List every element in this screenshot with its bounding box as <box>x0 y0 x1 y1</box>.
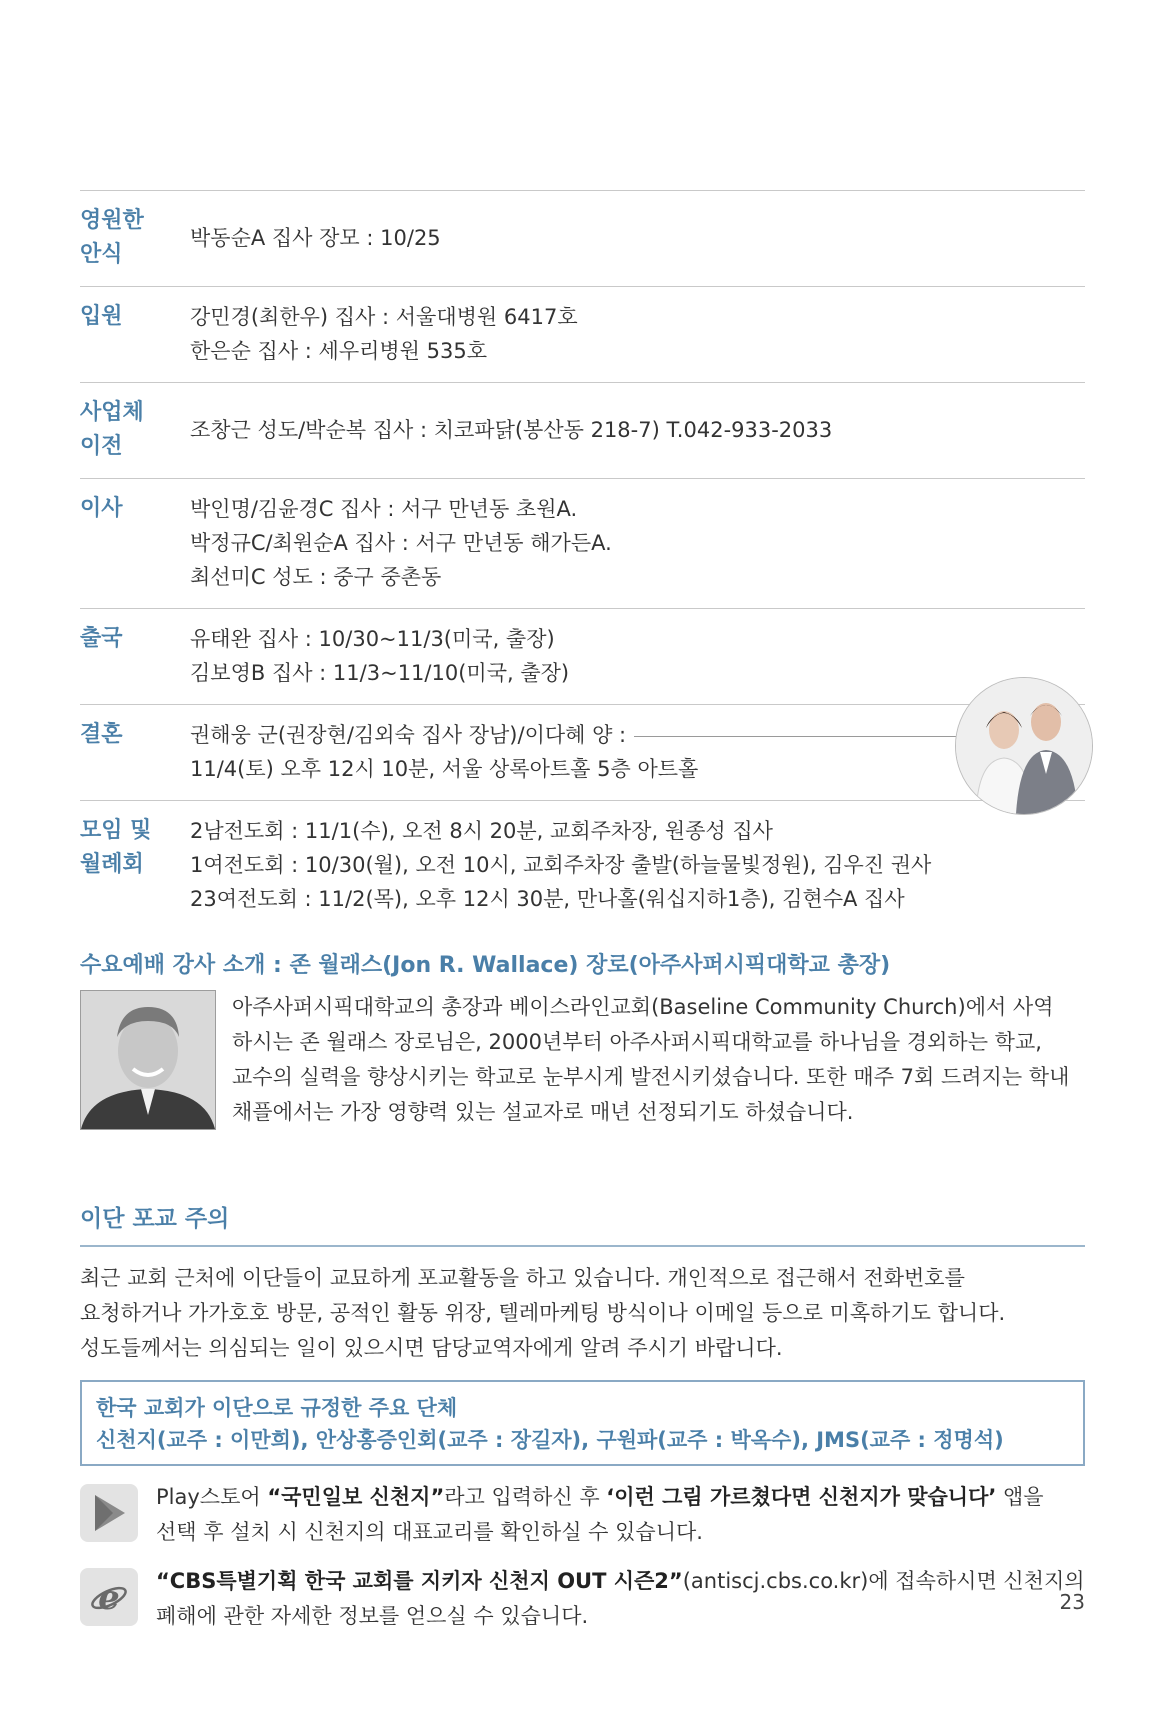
notice-row-wedding <box>80 705 1085 801</box>
notice-body <box>190 300 1085 368</box>
caution-line: 성도들께서는 의심되는 일이 있으시면 담당교역자에게 알려 주시기 바랍니다. <box>80 1336 783 1360</box>
speaker-line: 하시는 존 월래스 장로님은, 2000년부터 아주사퍼시픽대학교를 하나님을 경외하는 학교, <box>232 1030 1042 1054</box>
caution-line: 요청하거나 가가호호 방문, 공적인 활동 위장, 텔레마케팅 방식이나 이메일 등으로 미혹하기도 합니다. <box>80 1301 1006 1325</box>
notice-label-line: 영원한 <box>80 208 144 233</box>
play-store-icon[interactable] <box>80 1484 138 1542</box>
notice-body <box>190 718 1085 786</box>
notice-label-line: 월례회 <box>80 852 144 877</box>
notice-line: 23여전도회 : 11/2(목), 오후 12시 30분, 만나홀(워십지하1층), 김현수A 집사 <box>190 887 905 911</box>
wedding-rule <box>634 736 964 737</box>
speaker-section-title: 수요예배 강사 소개 : 존 월래스(Jon R. Wallace) 장로(아주사퍼시픽대학교 총장) <box>80 953 891 978</box>
info-play-store <box>80 1480 1085 1550</box>
notice-body <box>190 814 1085 916</box>
notice-label-line: 입원 <box>80 304 123 329</box>
info-text <box>156 1480 1085 1550</box>
info-line <box>156 1564 1085 1599</box>
notice-line: 김보영B 집사 : 11/3~11/10(미국, 출장) <box>190 661 570 685</box>
notice-line-wrap <box>190 718 1085 752</box>
info-part: Play스토어 <box>156 1485 268 1509</box>
wedding-couple-photo <box>955 677 1093 815</box>
heresy-caution-text <box>80 1261 1085 1366</box>
notice-label-line: 이사 <box>80 496 123 521</box>
notice-label-line: 출국 <box>80 626 123 651</box>
speaker-line: 교수의 실력을 향상시키는 학교로 눈부시게 발전시키셨습니다. 또한 매주 7회 드려지는 학내 <box>232 1065 1070 1089</box>
notice-label <box>80 622 190 690</box>
caution-line: 최근 교회 근처에 이단들이 교묘하게 포교활동을 하고 있습니다. 개인적으로 접근해서 전화번호를 <box>80 1266 965 1290</box>
notice-line: 2남전도회 : 11/1(수), 오전 8시 20분, 교회주차장, 원종성 집사 <box>190 819 773 843</box>
notice-row-condolence <box>80 191 1085 287</box>
notice-label-line: 이전 <box>80 434 123 459</box>
bulletin-page <box>80 190 1085 1634</box>
info-part: 라고 입력하신 후 <box>444 1485 607 1509</box>
info-text <box>156 1564 1085 1634</box>
internet-explorer-icon[interactable] <box>80 1568 138 1626</box>
notice-label-line: 결혼 <box>80 722 123 747</box>
cult-groups-box <box>80 1380 1085 1466</box>
info-part: (antiscj.cbs.co.kr)에 접속하시면 신천지의 <box>682 1569 1085 1593</box>
notice-body <box>190 622 1085 690</box>
notice-line: 한은순 집사 : 세우리병원 535호 <box>190 339 488 363</box>
notice-body <box>190 492 1085 594</box>
speaker-intro <box>80 990 1085 1130</box>
info-part: 앱을 <box>996 1485 1044 1509</box>
notice-label <box>80 204 190 272</box>
notice-label <box>80 300 190 368</box>
speaker-line: 채플에서는 가장 영향력 있는 설교자로 매년 선정되기도 하셨습니다. <box>232 1100 854 1124</box>
notice-body <box>190 396 1085 464</box>
info-line <box>156 1480 1085 1515</box>
notice-label <box>80 396 190 464</box>
notice-row-departure <box>80 609 1085 705</box>
cult-box-list: 신천지(교주 : 이만희), 안상홍증인회(교주 : 장길자), 구원파(교주 : 박옥수), JMS(교주 : 정명석) <box>96 1428 1004 1452</box>
speaker-line: 아주사퍼시픽대학교의 총장과 베이스라인교회(Baseline Community Church)에서 사역 <box>232 995 1054 1019</box>
notice-line: 권해웅 군(권장현/김외숙 집사 장남)/이다혜 양 : <box>190 723 627 747</box>
notice-line: 조창근 성도/박순복 집사 : 치코파닭(봉산동 218-7) T.042-933-2033 <box>190 418 833 442</box>
speaker-description <box>216 990 1085 1130</box>
notice-row-meetings <box>80 801 1085 930</box>
notice-row-hospital <box>80 287 1085 383</box>
notice-label-line: 사업체 <box>80 400 144 425</box>
notice-row-moving <box>80 479 1085 609</box>
notice-line: 1여전도회 : 10/30(월), 오전 10시, 교회주차장 출발(하늘물빛정원), 김우진 권사 <box>190 853 932 877</box>
notice-table <box>80 190 1085 930</box>
notice-label-line: 모임 및 <box>80 818 152 843</box>
notice-label <box>80 492 190 594</box>
heresy-caution-title: 이단 포교 주의 <box>80 1200 1085 1247</box>
notice-line: 최선미C 성도 : 중구 중촌동 <box>190 565 442 589</box>
notice-line: 강민경(최한우) 집사 : 서울대병원 6417호 <box>190 305 578 329</box>
notice-line: 박인명/김윤경C 집사 : 서구 만년동 초원A. <box>190 497 578 521</box>
notice-label-line: 안식 <box>80 242 123 267</box>
notice-body <box>190 204 1085 272</box>
info-part-bold: “국민일보 신천지” <box>267 1485 445 1509</box>
page-number: 23 <box>1059 1590 1085 1614</box>
notice-line: 11/4(토) 오후 12시 10분, 서울 상록아트홀 5층 아트홀 <box>190 757 699 781</box>
speaker-photo <box>80 990 216 1130</box>
notice-line: 유태완 집사 : 10/30~11/3(미국, 출장) <box>190 627 555 651</box>
notice-line: 박정규C/최원순A 집사 : 서구 만년동 해가든A. <box>190 531 612 555</box>
notice-row-business-move <box>80 383 1085 479</box>
info-part-bold: “CBS특별기획 한국 교회를 지키자 신천지 OUT 시즌2” <box>156 1569 683 1593</box>
notice-line: 박동순A 집사 장모 : 10/25 <box>190 226 441 250</box>
info-web <box>80 1564 1085 1634</box>
notice-label <box>80 718 190 786</box>
notice-label <box>80 814 190 916</box>
svg-text:e: e <box>98 1578 120 1617</box>
info-part-bold: ‘이런 그림 가르쳤다면 신천지가 맞습니다’ <box>606 1485 997 1509</box>
cult-box-title: 한국 교회가 이단으로 규정한 주요 단체 <box>96 1396 458 1420</box>
info-line: 선택 후 설치 시 신천지의 대표교리를 확인하실 수 있습니다. <box>156 1520 703 1544</box>
info-line: 폐해에 관한 자세한 정보를 얻으실 수 있습니다. <box>156 1604 589 1628</box>
